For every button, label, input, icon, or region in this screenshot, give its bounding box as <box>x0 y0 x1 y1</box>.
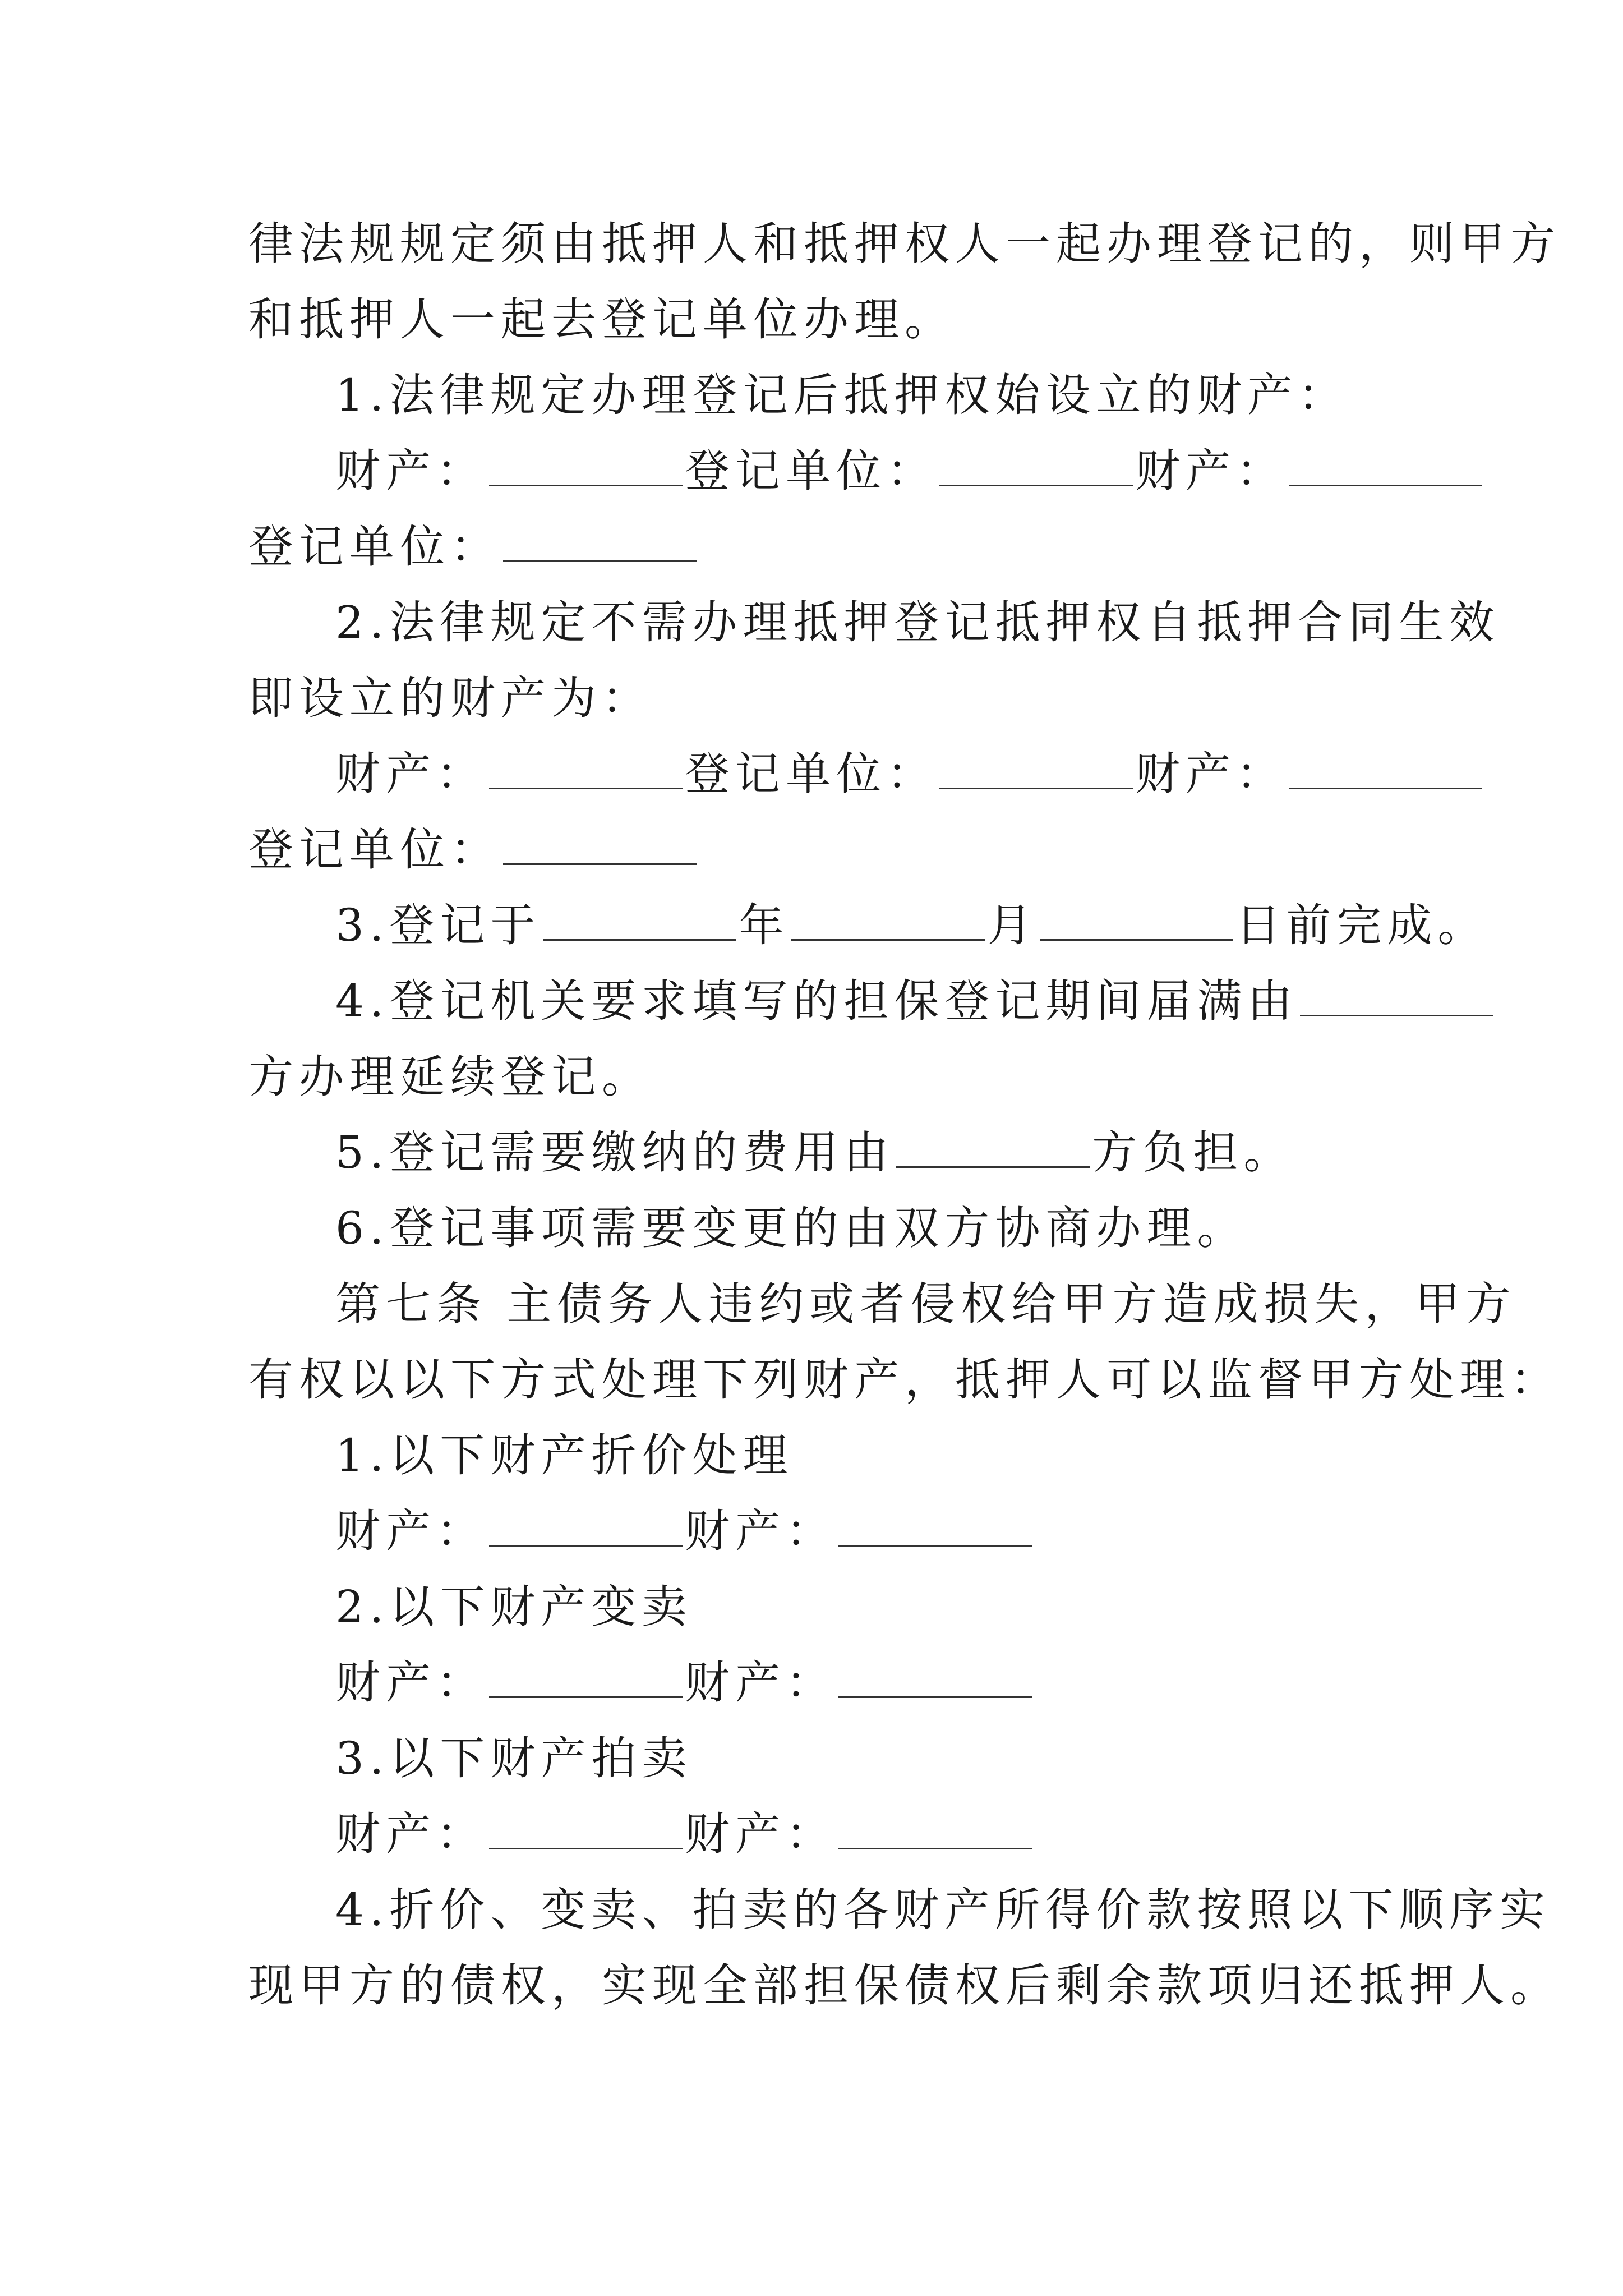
text: 1.法律规定办理登记后抵押权始设立的财产： <box>335 369 1349 421</box>
field-label: 5.登记需要缴纳的费用由 <box>335 1126 895 1179</box>
field-label: 月 <box>987 899 1038 951</box>
text: 第七条 主债务人违约或者侵权给甲方造成损失，甲方 <box>335 1278 1516 1330</box>
field-label: 财产： <box>335 1657 487 1709</box>
form-line <box>0 1492 1623 1571</box>
field-label: 财产： <box>685 1505 836 1557</box>
form-line <box>0 735 1623 813</box>
blank-field <box>489 445 683 486</box>
blank-field <box>1289 748 1482 789</box>
form-line <box>0 432 1623 510</box>
field-label: 日前完成。 <box>1235 899 1488 951</box>
clause-item <box>0 1189 1623 1268</box>
blank-field <box>939 445 1133 486</box>
field-label: 财产： <box>685 1808 836 1860</box>
paragraph-line <box>0 280 1623 359</box>
field-label: 财产： <box>335 1808 487 1860</box>
field-label: 登记单位： <box>248 823 501 876</box>
text: 即设立的财产为： <box>248 672 652 724</box>
paragraph-line <box>0 1947 1623 2025</box>
text: 1.以下财产折价处理 <box>335 1429 794 1481</box>
article-heading-line <box>0 1265 1623 1343</box>
field-label: 财产： <box>335 1505 487 1557</box>
field-label: 财产： <box>335 445 487 497</box>
blank-field <box>489 1657 683 1698</box>
field-label: 3.登记于 <box>335 899 541 951</box>
blank-field <box>838 1809 1032 1849</box>
paragraph-line <box>0 205 1623 283</box>
clause-item <box>0 1568 1623 1646</box>
form-line <box>0 508 1623 586</box>
blank-field <box>838 1506 1032 1547</box>
blank-field <box>1040 900 1233 941</box>
field-label: 财产： <box>685 1657 836 1709</box>
text: 现甲方的债权，实现全部担保债权后剩余款项归还抵押人。 <box>248 1959 1561 2012</box>
text: 律法规规定须由抵押人和抵押权人一起办理登记的，则甲方 <box>248 218 1561 270</box>
paragraph-line <box>0 1038 1623 1116</box>
field-label: 财产： <box>1135 748 1287 800</box>
text: 6.登记事项需要变更的由双方协商办理。 <box>335 1202 1248 1254</box>
form-line <box>0 962 1623 1041</box>
text: 有权以以下方式处理下列财产，抵押人可以监督甲方处理： <box>248 1354 1561 1406</box>
blank-field <box>1289 445 1482 486</box>
field-label: 财产： <box>335 748 487 800</box>
text: 方办理延续登记。 <box>248 1051 652 1103</box>
blank-field <box>838 1657 1032 1698</box>
blank-field <box>503 824 697 865</box>
form-line <box>0 811 1623 889</box>
blank-field <box>939 748 1133 789</box>
blank-field <box>1300 976 1493 1016</box>
blank-field <box>503 521 697 562</box>
text: 4.折价、变卖、拍卖的各财产所得价款按照以下顺序实 <box>335 1884 1551 1936</box>
field-label: 登记单位： <box>685 445 937 497</box>
field-label: 登记单位： <box>685 748 937 800</box>
clause-item <box>0 356 1623 435</box>
field-label: 年 <box>739 899 790 951</box>
clause-item <box>0 1416 1623 1495</box>
paragraph-line <box>0 659 1623 738</box>
clause-item <box>0 1871 1623 1949</box>
blank-field <box>543 900 736 941</box>
form-line <box>0 886 1623 965</box>
blank-field <box>489 1506 683 1547</box>
text: 2.法律规定不需办理抵押登记抵押权自抵押合同生效 <box>335 596 1500 648</box>
text: 3.以下财产拍卖 <box>335 1732 693 1784</box>
clause-item <box>0 583 1623 662</box>
blank-field <box>489 1809 683 1849</box>
clause-item <box>0 1719 1623 1798</box>
field-label: 登记单位： <box>248 521 501 573</box>
blank-field <box>791 900 985 941</box>
blank-field <box>489 748 683 789</box>
form-line <box>0 1644 1623 1722</box>
paragraph-line <box>0 1341 1623 1419</box>
text: 2.以下财产变卖 <box>335 1581 693 1633</box>
field-label: 4.登记机关要求填写的担保登记期间届满由 <box>335 975 1298 1027</box>
form-line <box>0 1114 1623 1192</box>
form-line <box>0 1795 1623 1874</box>
blank-field <box>896 1127 1090 1168</box>
text: 和抵押人一起去登记单位办理。 <box>248 293 955 346</box>
field-label: 财产： <box>1135 445 1287 497</box>
field-label: 方负担。 <box>1092 1126 1294 1179</box>
